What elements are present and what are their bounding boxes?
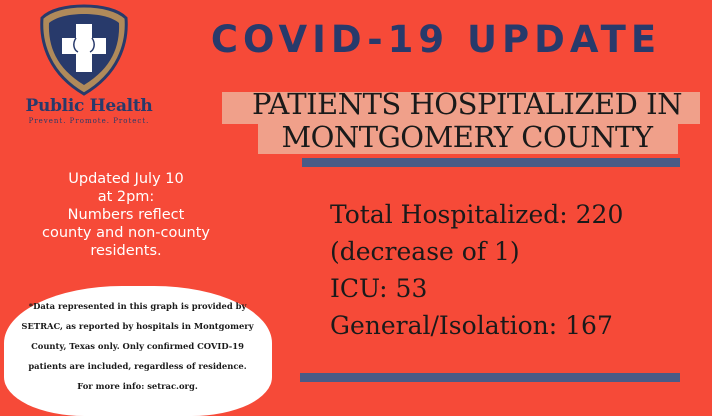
update-info: [14, 170, 238, 260]
general-isolation-count: General/Isolation: 167: [330, 311, 613, 340]
update-line: Updated July 10: [68, 171, 184, 187]
subtitle-line-1: PATIENTS HOSPITALIZED IN: [252, 87, 682, 121]
subtitle-banner: [222, 88, 712, 158]
change-note: (decrease of 1): [330, 237, 520, 266]
note-line: County, Texas only. Only confirmed COVID-19: [31, 341, 244, 351]
data-source-note: [10, 296, 265, 396]
note-line: patients are included, regardless of residence.: [28, 361, 247, 371]
update-line: at 2pm:: [97, 189, 155, 205]
update-line: county and non-county: [42, 225, 210, 241]
org-name: Public Health: [25, 96, 153, 116]
org-tagline: Prevent. Promote. Protect.: [28, 117, 150, 125]
page-title: COVID-19 UPDATE: [210, 18, 662, 61]
note-line: SETRAC, as reported by hospitals in Montgomery: [21, 321, 254, 331]
total-hospitalized: Total Hospitalized: 220: [330, 200, 624, 229]
update-line: Numbers reflect: [67, 207, 185, 223]
note-line: *Data represented in this graph is provided by: [28, 301, 247, 311]
subtitle-line-2: MONTGOMERY COUNTY: [281, 120, 653, 154]
note-line: For more info: setrac.org.: [77, 381, 198, 391]
divider-top: [302, 158, 680, 167]
hospitalization-stats: [330, 196, 623, 344]
public-health-shield-icon: [36, 4, 132, 96]
update-line: residents.: [90, 243, 162, 259]
divider-bottom: [300, 373, 680, 382]
icu-count: ICU: 53: [330, 274, 428, 303]
